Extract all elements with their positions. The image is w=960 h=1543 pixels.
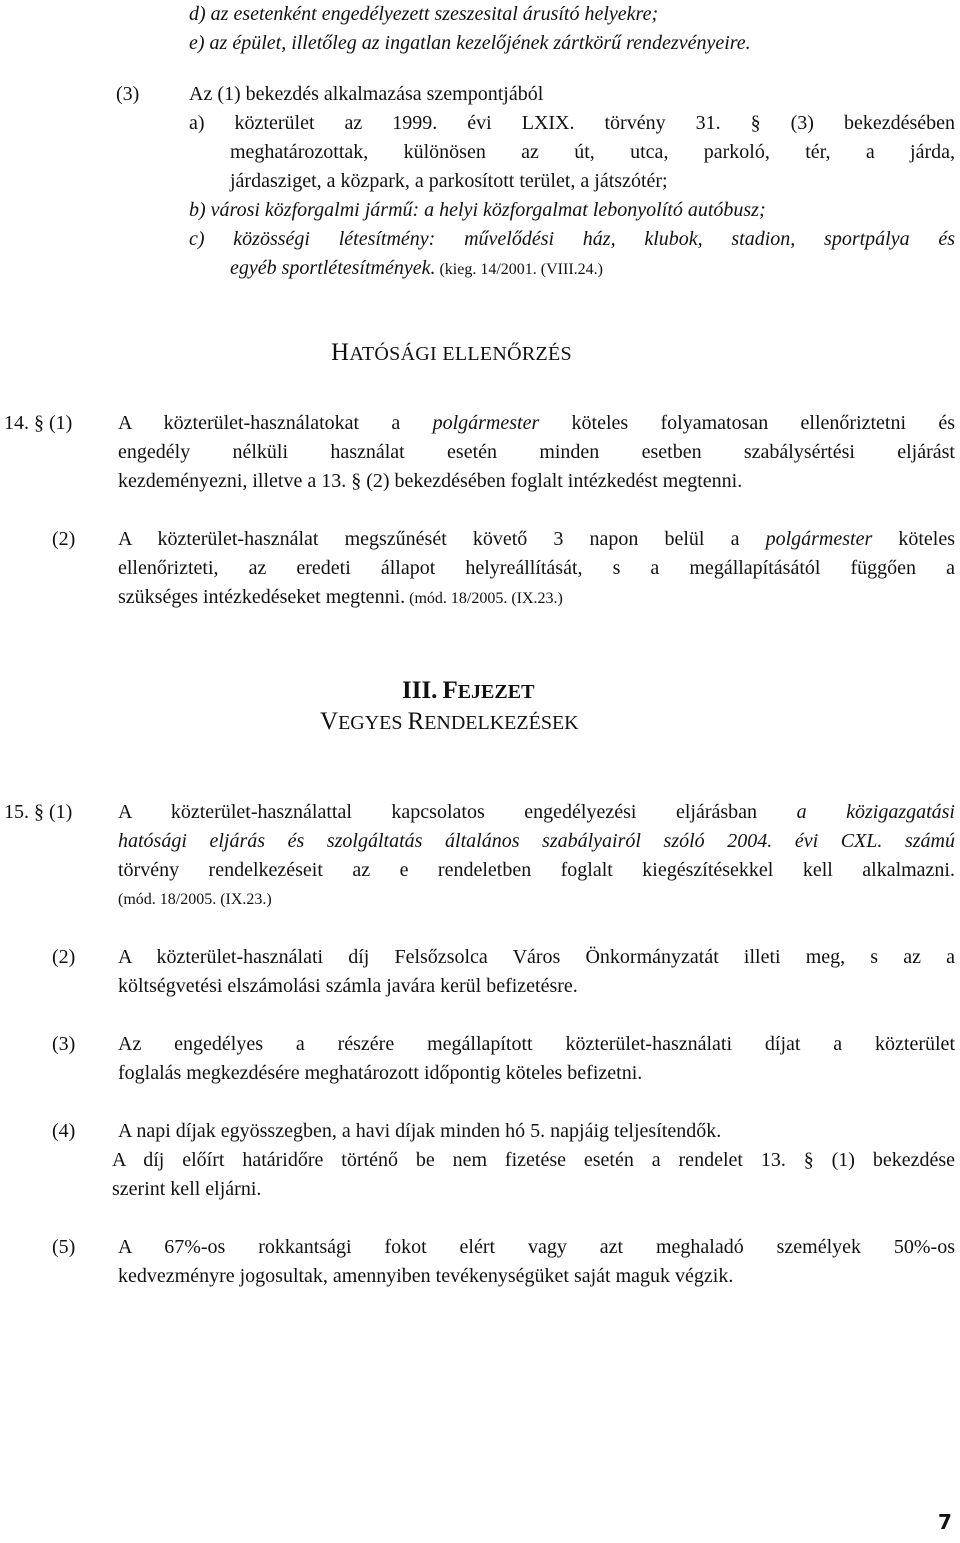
chapter-title xyxy=(320,707,579,738)
s15-number: 15. § (1) xyxy=(4,801,73,823)
s15-p3-number: (3) xyxy=(52,1033,76,1055)
s15-p1-line2: hatósági eljárás és szolgáltatás általános szabályairól szóló 2004. évi CXL. számú xyxy=(118,830,955,852)
para3-a-line1: a) közterület az 1999. évi LXIX. törvény 31. § (3) bekezdésében xyxy=(189,112,955,134)
s15-p4-line2: A díj előírt határidőre történő be nem fizetése esetén a rendelet 13. § (1) bekezdése xyxy=(112,1149,955,1171)
para3-number: (3) xyxy=(116,83,140,105)
s14-p2-line1 xyxy=(118,525,955,554)
s14-p2-line1-it: polgármester xyxy=(765,528,873,550)
s14-p1-line2: engedély nélküli használat esetén minden esetben szabálysértési eljárást xyxy=(118,441,955,463)
s14-p1-line1-a: A közterület-használatokat a xyxy=(118,412,433,434)
s14-p1-line1 xyxy=(118,409,955,438)
chapter-heading xyxy=(402,676,534,707)
chapter-title-initial2: R xyxy=(407,708,425,735)
s15-p2-line1: A közterület-használati díj Felsőzsolca Város Önkormányzatát illeti meg, s az a xyxy=(118,946,955,968)
s14-p1-line1-b: köteles folyamatosan ellenőriztetni és xyxy=(539,412,955,434)
s15-p1-line1-it: a közigazgatási xyxy=(796,801,955,823)
para3-c-text: egyéb sportlétesítmények. xyxy=(230,257,436,279)
s14-p1-line3: kezdeményezni, illetve a 13. § (2) bekezdésében foglalt intézkedést megtenni. xyxy=(118,470,743,492)
item-d: d) az esetenként engedélyezett szeszesital árusító helyekre; xyxy=(189,3,659,25)
s15-p4-line1: A napi díjak egyösszegben, a havi díjak minden hó 5. napjáig teljesítendők. xyxy=(118,1120,722,1142)
chapter-title-initial1: V xyxy=(320,708,339,735)
s15-p3-line2: foglalás megkezdésére meghatározott időpontig köteles befizetni. xyxy=(118,1062,643,1084)
para3-c-line2 xyxy=(230,254,603,284)
s14-p2-line2: ellenőrizteti, az eredeti állapot helyreállítását, s a megállapításától függően a xyxy=(118,557,955,579)
s15-p2-number: (2) xyxy=(52,946,76,968)
para3-a-line3: járdasziget, a közpark, a parkosított terület, a játszótér; xyxy=(230,170,668,192)
para3-a-line2: meghatározottak, különösen az út, utca, parkoló, tér, a járda, xyxy=(230,141,955,163)
para3-b: b) városi közforgalmi jármű: a helyi közforgalmat lebonyolító autóbusz; xyxy=(189,199,766,221)
chapter-word-initial: F xyxy=(442,677,458,704)
heading-rest: ATÓSÁGI ELLENŐRZÉS xyxy=(349,343,572,365)
s15-p1-line3: törvény rendelkezéseit az e rendeletben foglalt kiegészítésekkel kell alkalmazni. xyxy=(118,859,955,881)
s15-p1-note: (mód. 18/2005. (IX.23.) xyxy=(118,891,272,908)
s14-p1-line1-it: polgármester xyxy=(432,412,540,434)
s15-p5-number: (5) xyxy=(52,1236,76,1258)
s14-p2-line1-b: köteles xyxy=(872,528,956,550)
s15-p5-line1: A 67%-os rokkantsági fokot elért vagy azt meghaladó személyek 50%-os xyxy=(118,1236,955,1258)
page-number: 7 xyxy=(938,1510,952,1534)
s14-p2-line3-text: szükséges intézkedéseket megtenni. xyxy=(118,586,406,608)
para3-c-note: (kieg. 14/2001. (VIII.24.) xyxy=(435,261,603,278)
chapter-roman: III. xyxy=(402,677,438,704)
para3-lead: Az (1) bekezdés alkalmazása szempontjából xyxy=(189,83,544,105)
s15-p5-line2: kedvezményre jogosultak, amennyiben tevékenységüket saját maguk végzik. xyxy=(118,1265,734,1287)
heading-authority-control xyxy=(331,338,572,369)
s14-p2-line3 xyxy=(118,583,563,613)
s15-p1-line1-a: A közterület-használattal kapcsolatos engedélyezési eljárásban xyxy=(118,801,797,823)
s15-p3-line1: Az engedélyes a részére megállapított közterület-használati díjat a közterület xyxy=(118,1033,955,1055)
chapter-word-rest: EJEZET xyxy=(457,681,535,703)
s15-p4-line3: szerint kell eljárni. xyxy=(112,1178,262,1200)
s14-number: 14. § (1) xyxy=(4,412,73,434)
item-e: e) az épület, illetőleg az ingatlan kezelőjének zártkörű rendezvényeire. xyxy=(189,32,751,54)
s14-p2-number: (2) xyxy=(52,528,76,550)
s14-p2-line1-a: A közterület-használat megszűnését követő 3 napon belül a xyxy=(118,528,766,550)
chapter-title-rest2: ENDELKEZÉSEK xyxy=(424,712,579,734)
para3-c-line1: c) közösségi létesítmény: művelődési ház, klubok, stadion, sportpálya és xyxy=(189,228,955,250)
s15-p1-line1 xyxy=(118,798,955,827)
s15-p2-line2: költségvetési elszámolási számla javára kerül befizetésre. xyxy=(118,975,578,997)
s14-p2-note: (mód. 18/2005. (IX.23.) xyxy=(405,590,563,607)
s15-p4-number: (4) xyxy=(52,1120,76,1142)
chapter-title-rest1: EGYES xyxy=(338,712,408,734)
heading-initial: H xyxy=(331,339,350,366)
